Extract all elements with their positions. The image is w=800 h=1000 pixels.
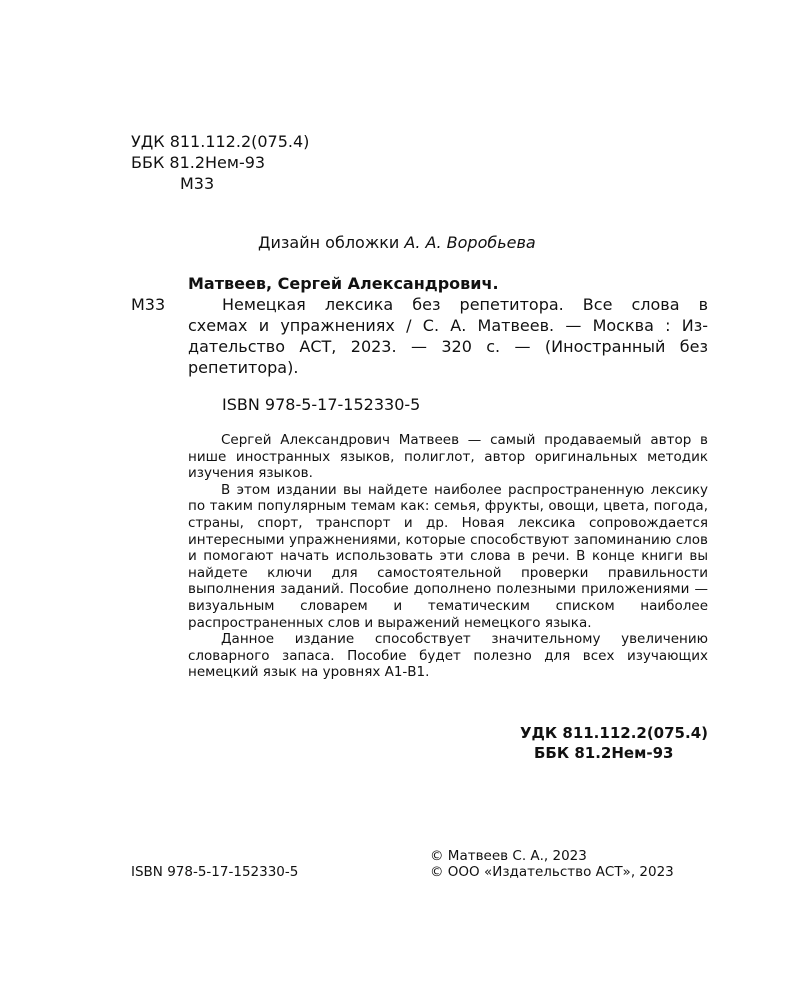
catalog-author-heading: Матвеев, Сергей Александрович. [188, 274, 499, 293]
udk-header: УДК 811.112.2(075.4) [131, 132, 310, 151]
cover-design-label: Дизайн обложки [258, 233, 400, 252]
footer-isbn: ISBN 978-5-17-152330-5 [131, 864, 299, 880]
cover-design-credit [258, 232, 536, 253]
bbk-header: ББК 81.2Нем-93 [131, 153, 266, 172]
catalog-isbn: ISBN 978-5-17-152330-5 [222, 395, 421, 414]
copyright-publisher: © ООО «Издательство АСТ», 2023 [430, 864, 674, 880]
annotation-paragraph-1: Сергей Александрович Матвеев — самый продаваемый автор в нише иностранных языков, полиглот, автор оригинальных методик изучения языков. [188, 432, 708, 482]
catalog-line-3: дательство АСТ, 2023. — 320 с. — (Иностранный без [188, 337, 708, 356]
annotation-paragraph-3: Данное издание способствует значительному увеличению словарного запаса. Пособие будет полезно для всех изучающих немецкий язык на уровнях А1-В1. [188, 631, 708, 681]
udk-bottom: УДК 811.112.2(075.4) [519, 724, 708, 742]
copyright-author: © Матвеев С. А., 2023 [430, 848, 587, 864]
cover-designer-name: А. А. Воробьева [404, 233, 536, 252]
bbk-bottom: ББК 81.2Нем-93 [534, 744, 674, 762]
author-mark-header: М33 [180, 174, 215, 193]
catalog-mark: М33 [131, 295, 166, 314]
catalog-line-4: репетитора). [188, 358, 299, 377]
annotation-paragraph-2: В этом издании вы найдете наиболее распространенную лексику по таким популярным темам как: семья, фрукты, овощи, цвета, погода, страны, спорт, транспорт и др. Новая лексика сопровождается интересными упражнениями, которые способствуют запоминанию слов и помогают начать использовать эти слова в речи. В конце книги вы найдете ключи для самостоятельной проверки правильности выполнения заданий. Пособие дополнено полезными приложениями — визуальным словарем и тематическим списком наиболее распространенных слов и выражений немецкого языка. [188, 481, 708, 631]
catalog-line-2: схемах и упражнениях / С. А. Матвеев. — Москва : Из- [188, 316, 708, 335]
catalog-line-1: Немецкая лексика без репетитора. Все слова в [222, 295, 708, 314]
annotation [188, 432, 708, 681]
